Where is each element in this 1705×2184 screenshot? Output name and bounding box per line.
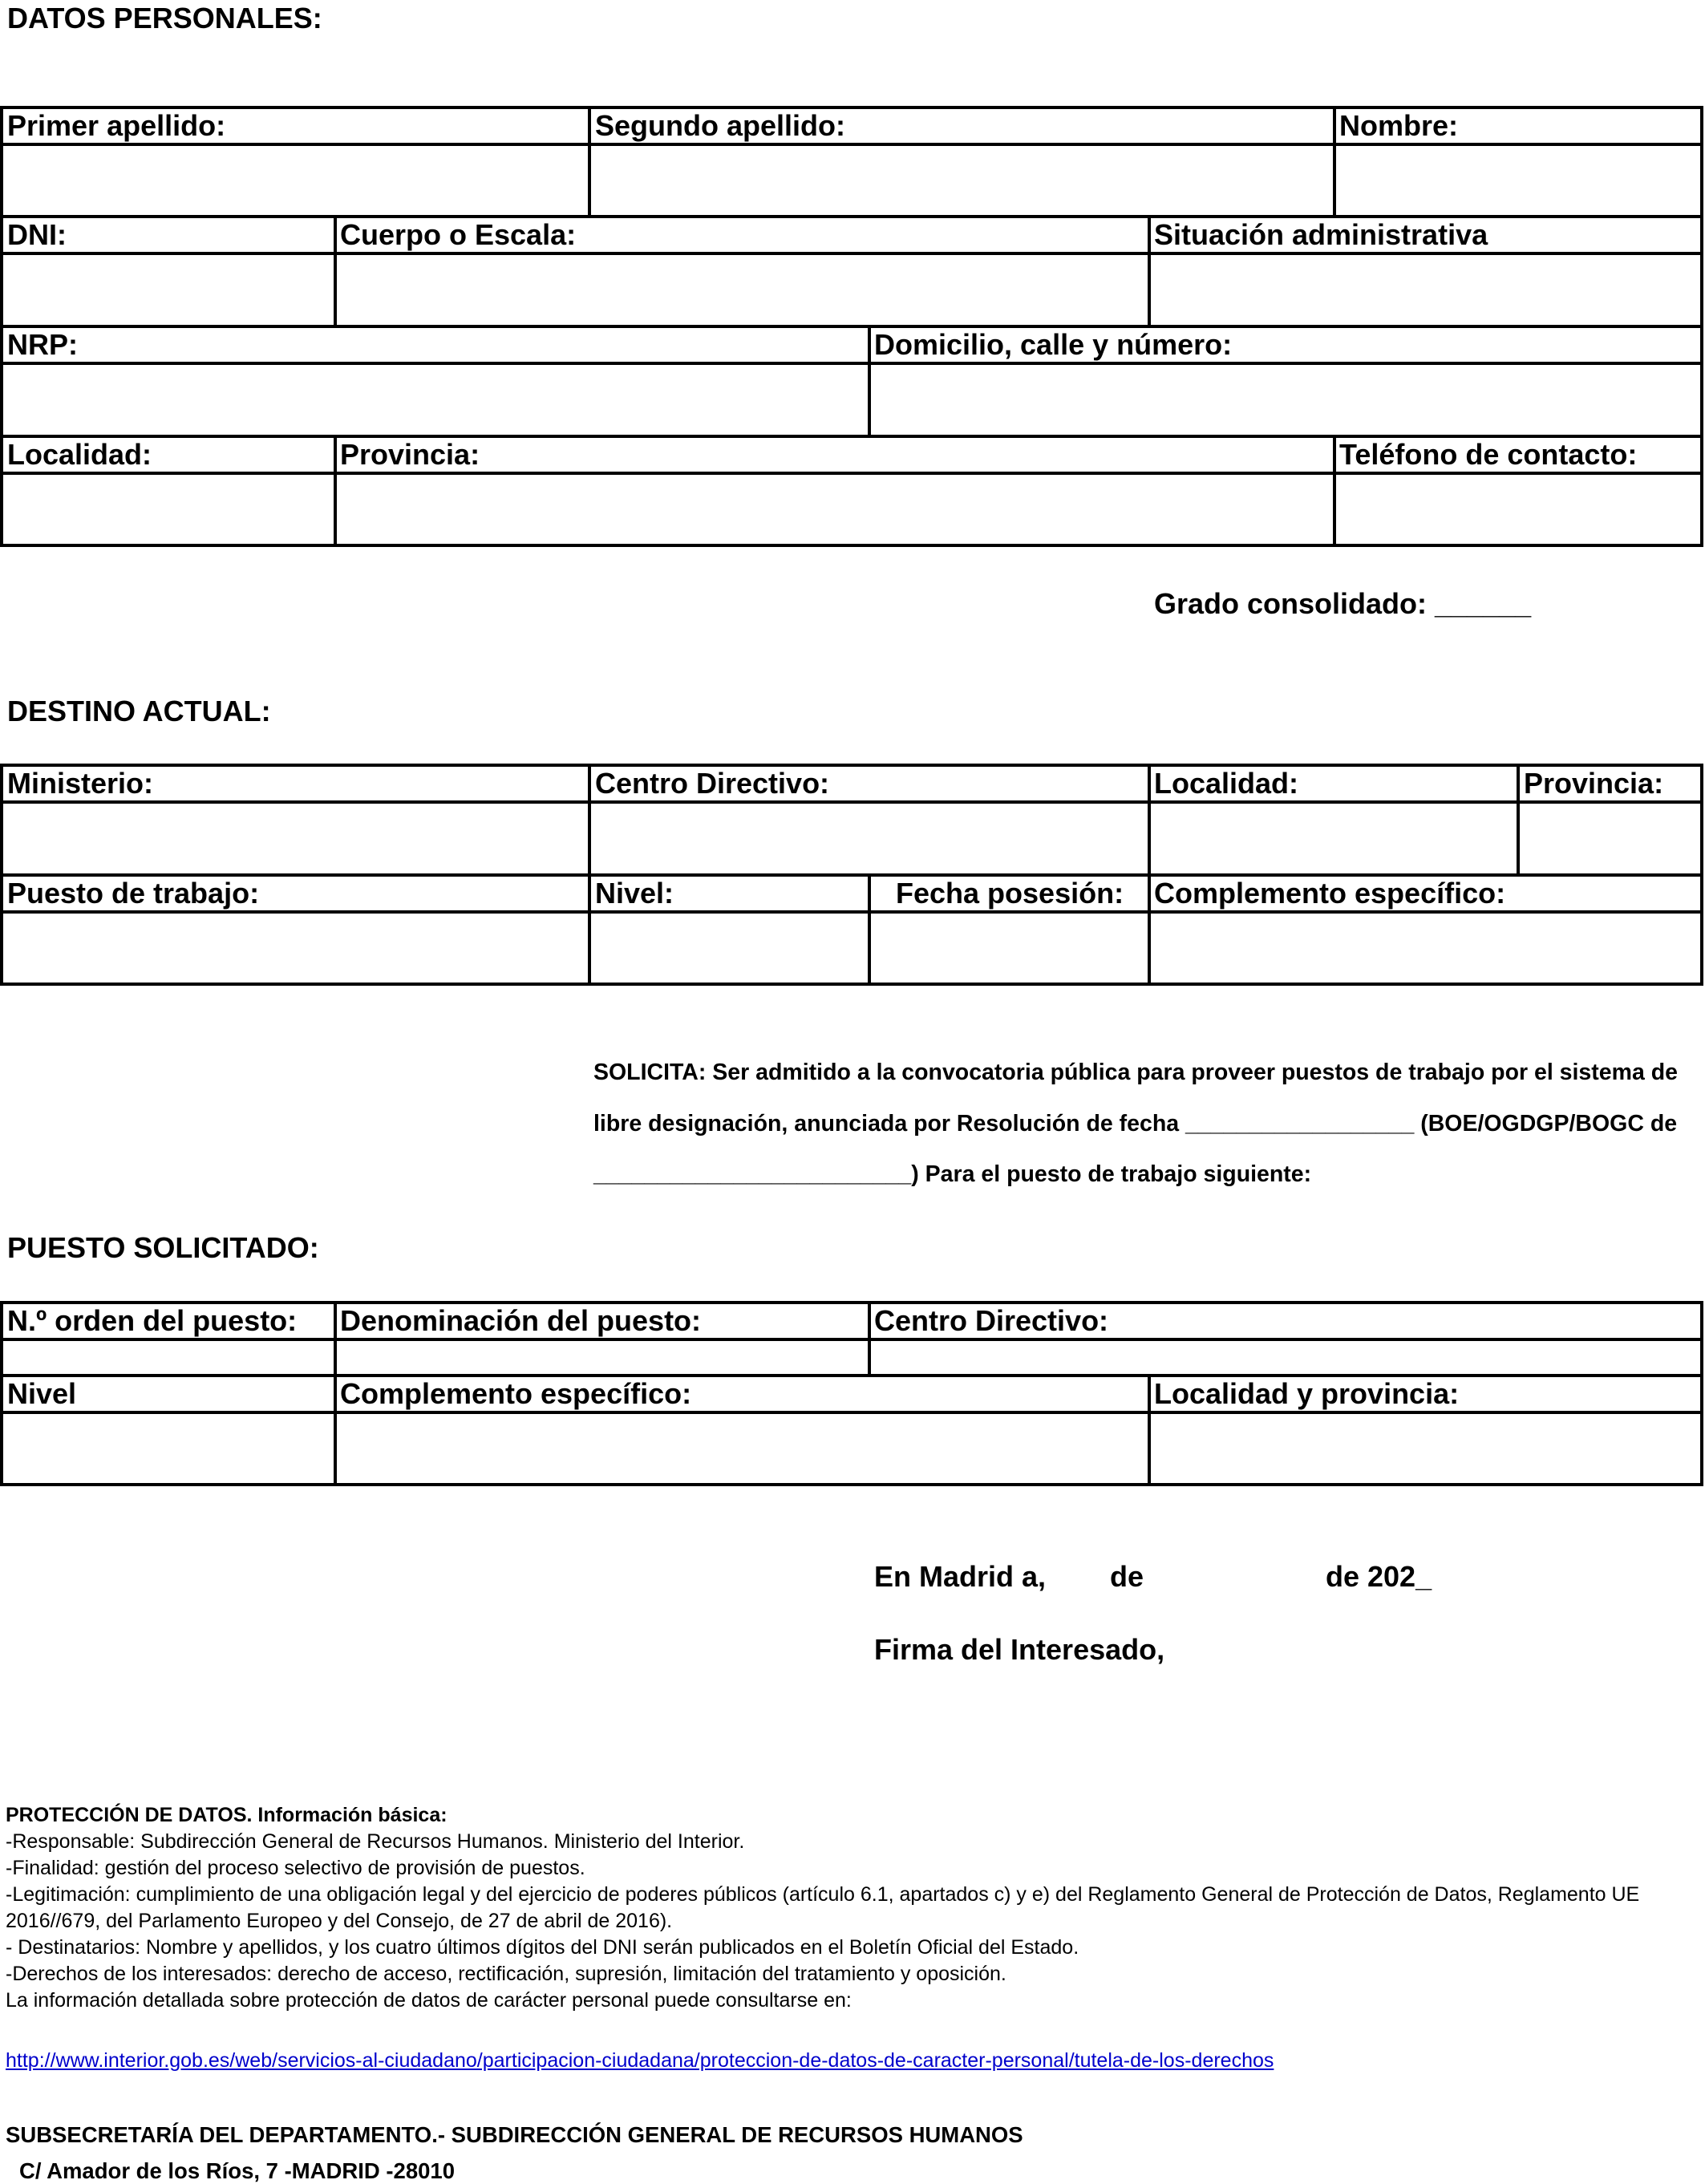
label-provincia-destino: Provincia: [1524, 767, 1664, 800]
field-nombre[interactable] [1336, 146, 1700, 215]
label-nivel-solicitado: Nivel [7, 1377, 77, 1410]
field-centro-directivo-solicitado[interactable] [871, 1341, 1700, 1374]
field-primer-apellido[interactable] [3, 146, 588, 215]
de-label-2: de 202_ [1326, 1560, 1432, 1593]
field-localidad[interactable] [3, 475, 334, 544]
solicita-line-3: _________________________) Para el puesto de trabajo siguiente: [593, 1161, 1312, 1187]
field-centro-directivo[interactable] [591, 804, 1148, 873]
field-numero-orden[interactable] [3, 1341, 334, 1374]
label-nrp: NRP: [7, 328, 78, 361]
label-localidad-destino: Localidad: [1154, 767, 1299, 800]
field-nivel-solicitado[interactable] [3, 1414, 334, 1483]
footer-direccion: C/ Amador de los Ríos, 7 -MADRID -28010 [19, 2158, 455, 2183]
field-denominacion-puesto[interactable] [337, 1341, 868, 1374]
field-cuerpo-escala[interactable] [337, 255, 1148, 325]
label-fecha-posesion: Fecha posesión: [896, 877, 1124, 910]
label-numero-orden: N.º orden del puesto: [7, 1304, 298, 1337]
proteccion-line-legitimacion: -Legitimación: cumplimiento de una obligación legal y del ejercicio de poderes públicos (artículo 6.1, apartados c) y e) del Reglamento General de Protección de Datos, Reglamento UE [6, 1883, 1640, 1906]
de-label-1: de [1110, 1560, 1144, 1593]
field-segundo-apellido[interactable] [591, 146, 1333, 215]
field-ministerio[interactable] [3, 804, 588, 873]
label-denominacion-puesto: Denominación del puesto: [340, 1304, 702, 1337]
label-ministerio: Ministerio: [7, 767, 154, 800]
proteccion-line-destinatarios: - Destinatarios: Nombre y apellidos, y los cuatro últimos dígitos del DNI serán publicados en el Boletín Oficial del Estado. [6, 1936, 1079, 1959]
field-situacion-administrativa[interactable] [1151, 255, 1700, 325]
section-heading-puesto-solicitado: PUESTO SOLICITADO: [7, 1231, 319, 1264]
field-localidad-provincia[interactable] [1151, 1414, 1700, 1483]
label-complemento-especifico: Complemento específico: [1154, 877, 1506, 910]
label-cuerpo-escala: Cuerpo o Escala: [340, 218, 577, 251]
label-nivel: Nivel: [595, 877, 674, 910]
label-centro-directivo-solicitado: Centro Directivo: [874, 1304, 1109, 1337]
firma-interesado-label: Firma del Interesado, [874, 1633, 1165, 1666]
grado-consolidado: Grado consolidado: ______ [1154, 587, 1532, 620]
proteccion-line-responsable: -Responsable: Subdirección General de Recursos Humanos. Ministerio del Interior. [6, 1830, 745, 1853]
label-puesto-trabajo: Puesto de trabajo: [7, 877, 260, 910]
field-complemento-especifico[interactable] [1151, 914, 1700, 983]
label-telefono: Teléfono de contacto: [1339, 438, 1638, 471]
proteccion-datos-link[interactable]: http://www.interior.gob.es/web/servicios-al-ciudadano/participacion-ciudadana/proteccion-de-datos-de-caracter-personal/tutela-de-los-derechos [6, 2049, 1274, 2072]
label-complemento-solicitado: Complemento específico: [340, 1377, 692, 1410]
en-madrid-label: En Madrid a, [874, 1560, 1047, 1593]
label-primer-apellido: Primer apellido: [7, 109, 226, 142]
field-provincia[interactable] [337, 475, 1333, 544]
label-domicilio: Domicilio, calle y número: [874, 328, 1233, 361]
label-centro-directivo: Centro Directivo: [595, 767, 830, 800]
field-localidad-destino[interactable] [1151, 804, 1517, 873]
proteccion-line-derechos: -Derechos de los interesados: derecho de acceso, rectificación, supresión, limitación del tratamiento y oposición. [6, 1963, 1006, 1985]
field-complemento-solicitado[interactable] [337, 1414, 1148, 1483]
field-telefono[interactable] [1336, 475, 1700, 544]
proteccion-line-finalidad: -Finalidad: gestión del proceso selectivo de provisión de puestos. [6, 1857, 585, 1879]
proteccion-line-informacion: La información detallada sobre protección de datos de carácter personal puede consultarse en: [6, 1989, 852, 2012]
field-domicilio[interactable] [871, 365, 1700, 435]
field-nrp[interactable] [3, 365, 868, 435]
solicita-line-1: SOLICITA: Ser admitido a la convocatoria pública para proveer puestos de trabajo por el sistema de [593, 1060, 1678, 1085]
label-provincia: Provincia: [340, 438, 480, 471]
label-segundo-apellido: Segundo apellido: [595, 109, 845, 142]
label-situacion-administrativa: Situación administrativa [1154, 218, 1488, 251]
section-heading-datos-personales: DATOS PERSONALES: [7, 2, 322, 34]
footer-subsecretaria: SUBSECRETARÍA DEL DEPARTAMENTO.- SUBDIRECCIÓN GENERAL DE RECURSOS HUMANOS [6, 2122, 1023, 2147]
label-nombre: Nombre: [1339, 109, 1459, 142]
field-provincia-destino[interactable] [1520, 804, 1700, 873]
field-dni[interactable] [3, 255, 334, 325]
label-dni: DNI: [7, 218, 67, 251]
field-fecha-posesion[interactable] [871, 914, 1148, 983]
proteccion-line-legitimacion-cont: 2016//679, del Parlamento Europeo y del Consejo, de 27 de abril de 2016). [6, 1910, 673, 1932]
label-localidad: Localidad: [7, 438, 152, 471]
section-heading-destino-actual: DESTINO ACTUAL: [7, 695, 271, 727]
field-nivel[interactable] [591, 914, 868, 983]
label-localidad-provincia: Localidad y provincia: [1154, 1377, 1460, 1410]
proteccion-datos-heading: PROTECCIÓN DE DATOS. Información básica: [6, 1804, 448, 1826]
solicita-line-2: libre designación, anunciada por Resolución de fecha __________________ (BOE/OGDGP/BOGC de [593, 1111, 1678, 1137]
field-puesto-trabajo[interactable] [3, 914, 588, 983]
